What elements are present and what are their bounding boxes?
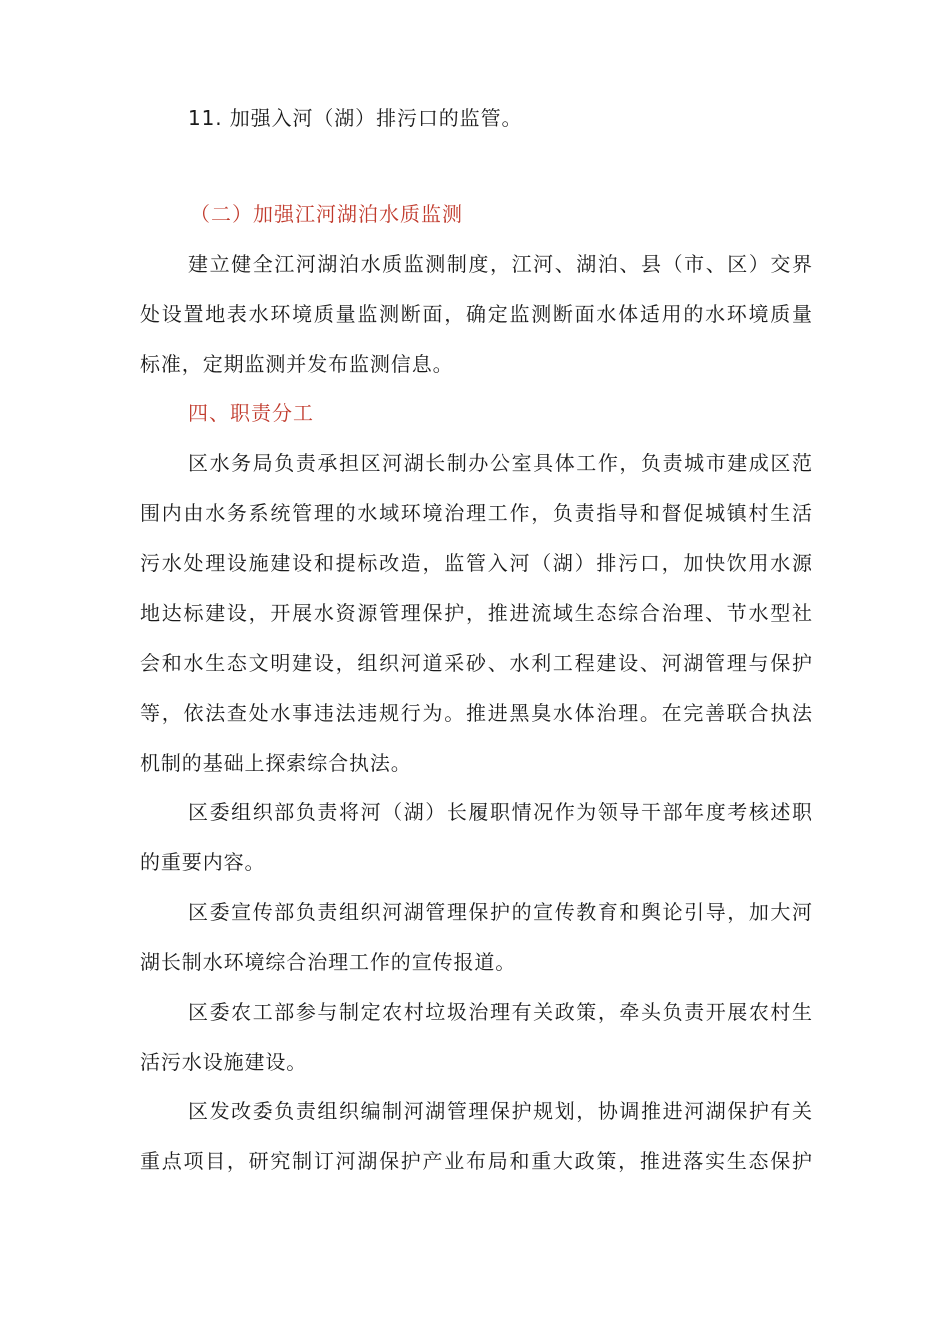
water-bureau-line-3: 污水处理设施建设和提标改造，监管入河（湖）排污口，加快饮用水源: [140, 551, 812, 575]
section-2-line-2: 处设置地表水环境质量监测断面，确定监测断面水体适用的水环境质量: [140, 302, 812, 326]
development-line-2: 重点项目，研究制订河湖保护产业布局和重大政策，推进落实生态保护: [140, 1149, 812, 1173]
section-2-line-1: 建立健全江河湖泊水质监测制度，江河、湖泊、县（市、区）交界: [188, 252, 812, 276]
section-2-heading: （二）加强江河湖泊水质监测: [190, 202, 463, 226]
water-bureau-line-6: 等，依法查处水事违法违规行为。推进黑臭水体治理。在完善联合执法: [140, 701, 812, 725]
publicity-line-2: 湖长制水环境综合治理工作的宣传报道。: [140, 950, 517, 974]
chapter-4-heading: 四、职责分工: [188, 401, 314, 425]
item-11: 11. 加强入河（湖）排污口的监管。: [188, 106, 523, 130]
organization-line-2: 的重要内容。: [140, 850, 266, 874]
development-line-1: 区发改委负责组织编制河湖管理保护规划，协调推进河湖保护有关: [188, 1099, 812, 1123]
section-2-line-3: 标准，定期监测并发布监测信息。: [140, 352, 454, 376]
water-bureau-line-1: 区水务局负责承担区河湖长制办公室具体工作，负责城市建成区范: [188, 451, 812, 475]
water-bureau-line-4: 地达标建设，开展水资源管理保护，推进流域生态综合治理、节水型社: [140, 601, 812, 625]
publicity-line-1: 区委宣传部负责组织河湖管理保护的宣传教育和舆论引导，加大河: [188, 900, 812, 924]
organization-line-1: 区委组织部负责将河（湖）长履职情况作为领导干部年度考核述职: [188, 800, 812, 824]
agriculture-line-1: 区委农工部参与制定农村垃圾治理有关政策，牵头负责开展农村生: [188, 1000, 812, 1024]
water-bureau-line-7: 机制的基础上探索综合执法。: [140, 751, 412, 775]
agriculture-line-2: 活污水设施建设。: [140, 1050, 308, 1074]
water-bureau-line-5: 会和水生态文明建设，组织河道采砂、水利工程建设、河湖管理与保护: [140, 651, 812, 675]
water-bureau-line-2: 围内由水务系统管理的水域环境治理工作，负责指导和督促城镇村生活: [140, 501, 812, 525]
